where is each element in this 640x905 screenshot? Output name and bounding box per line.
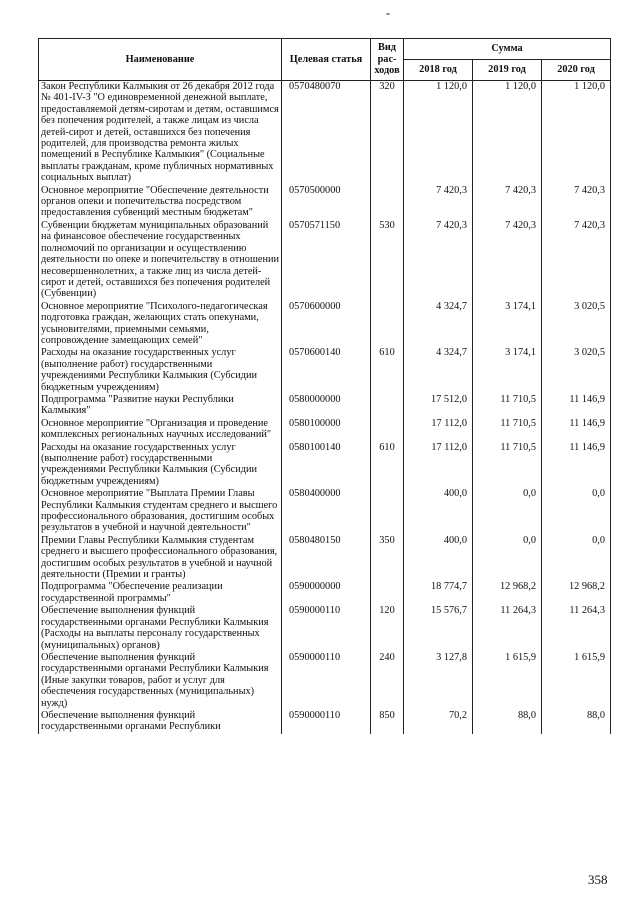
table-row [39, 185, 611, 220]
row-expense-type [371, 185, 404, 220]
row-sum-2018: 7 420,3 [404, 185, 473, 220]
row-sum-2020: 0,0 [542, 488, 611, 535]
row-sum-2019: 7 420,3 [473, 220, 542, 301]
table-row [39, 605, 611, 652]
row-sum-2018: 15 576,7 [404, 605, 473, 652]
row-target-code: 0580100000 [282, 418, 371, 442]
row-expense-type: 530 [371, 220, 404, 301]
row-sum-2019: 11 710,5 [473, 442, 542, 489]
table-row [39, 581, 611, 605]
page-number: 358 [588, 872, 608, 887]
row-name: Обеспечение выполнения функций государственными органами Республики Калмыкия (Расходы на выплаты персоналу государственных (муниципальных) органов) [39, 605, 282, 652]
top-mark: - [386, 6, 390, 20]
row-target-code: 0580480150 [282, 535, 371, 582]
row-expense-type: 610 [371, 442, 404, 489]
row-name: Основное мероприятие "Выплата Премии Главы Республики Калмыкия студентам среднего и высшего профессионального образования, достигшим особых результатов в учебной и научной деятельности" [39, 488, 282, 535]
row-sum-2020: 7 420,3 [542, 185, 611, 220]
row-expense-type: 610 [371, 347, 404, 394]
row-sum-2018: 1 120,0 [404, 81, 473, 185]
row-target-code: 0570571150 [282, 220, 371, 301]
row-sum-2018: 18 774,7 [404, 581, 473, 605]
row-sum-2020: 1 615,9 [542, 652, 611, 710]
row-name: Основное мероприятие "Обеспечение деятельности органов опеки и попечительства посредством предоставления субвенций местным бюджетам" [39, 185, 282, 220]
row-expense-type [371, 418, 404, 442]
row-sum-2019: 88,0 [473, 710, 542, 734]
row-name: Основное мероприятие "Организация и проведение комплексных региональных научных исследований" [39, 418, 282, 442]
header-vid: Вид рас-ходов [371, 39, 404, 81]
row-sum-2018: 17 112,0 [404, 418, 473, 442]
table-row [39, 442, 611, 489]
row-target-code: 0580100140 [282, 442, 371, 489]
row-sum-2019: 11 710,5 [473, 418, 542, 442]
row-target-code: 0590000000 [282, 581, 371, 605]
header-sum: Сумма [404, 39, 611, 60]
row-sum-2019: 3 174,1 [473, 347, 542, 394]
table-row [39, 488, 611, 535]
row-sum-2019: 1 120,0 [473, 81, 542, 185]
row-target-code: 0570500000 [282, 185, 371, 220]
row-sum-2019: 1 615,9 [473, 652, 542, 710]
row-sum-2019: 11 710,5 [473, 394, 542, 418]
row-sum-2019: 3 174,1 [473, 301, 542, 348]
row-sum-2020: 12 968,2 [542, 581, 611, 605]
row-target-code: 0570600000 [282, 301, 371, 348]
row-expense-type [371, 581, 404, 605]
row-name: Расходы на оказание государственных услуг (выполнение работ) государственными учреждениями Республики Калмыкия (Субсидии бюджетным учреждениям) [39, 442, 282, 489]
row-target-code: 0590000110 [282, 710, 371, 734]
row-sum-2018: 400,0 [404, 488, 473, 535]
table-row [39, 652, 611, 710]
row-target-code: 0580000000 [282, 394, 371, 418]
row-sum-2018: 4 324,7 [404, 347, 473, 394]
row-sum-2018: 4 324,7 [404, 301, 473, 348]
row-sum-2020: 7 420,3 [542, 220, 611, 301]
table-row [39, 347, 611, 394]
row-target-code: 0590000110 [282, 605, 371, 652]
row-expense-type [371, 301, 404, 348]
header-name: Наименование [39, 39, 282, 81]
row-target-code: 0580400000 [282, 488, 371, 535]
row-expense-type: 850 [371, 710, 404, 734]
row-name: Обеспечение выполнения функций государственными органами Республики Калмыкия (Иные закупки товаров, работ и услуг для обеспечения государственных (муниципальных) нужд) [39, 652, 282, 710]
table-row [39, 301, 611, 348]
row-target-code: 0570480070 [282, 81, 371, 185]
row-name: Обеспечение выполнения функций государственными органами Республики [39, 710, 282, 734]
header-target: Целевая статья [282, 39, 371, 81]
table-row [39, 710, 611, 734]
row-sum-2020: 1 120,0 [542, 81, 611, 185]
row-target-code: 0590000110 [282, 652, 371, 710]
header-2018: 2018 год [404, 60, 473, 81]
budget-table [38, 38, 611, 734]
row-name: Подпрограмма "Обеспечение реализации государственной программы" [39, 581, 282, 605]
row-sum-2020: 11 146,9 [542, 442, 611, 489]
row-sum-2019: 0,0 [473, 488, 542, 535]
row-sum-2018: 7 420,3 [404, 220, 473, 301]
table-row [39, 220, 611, 301]
row-sum-2020: 3 020,5 [542, 301, 611, 348]
row-sum-2020: 11 146,9 [542, 394, 611, 418]
row-name: Закон Республики Калмыкия от 26 декабря 2012 года № 401-IV-З "О единовременной денежной выплате, предоставляемой детям-сиротам и детям, оставшимся без попечения родителей, а также лицам из числа детей-сирот и детей, оставшихся без попечения родителей, для производства ремонта жилых помещений в Республике Калмыкия" (Социальные выплаты гражданам, кроме публичных нормативных социальных выплат) [39, 81, 282, 185]
table-row [39, 418, 611, 442]
row-expense-type: 240 [371, 652, 404, 710]
row-sum-2018: 17 112,0 [404, 442, 473, 489]
table-body [39, 81, 611, 734]
row-name: Основное мероприятие "Психолого-педагогическая подготовка граждан, желающих стать опекунами, усыновителями, приемными семьями, сопровождение замещающих семей" [39, 301, 282, 348]
row-sum-2019: 12 968,2 [473, 581, 542, 605]
row-name: Премии Главы Республики Калмыкия студентам среднего и высшего профессионального образования, достигшим особых результатов в учебной и научной деятельности (Премии и гранты) [39, 535, 282, 582]
row-sum-2020: 3 020,5 [542, 347, 611, 394]
row-sum-2020: 0,0 [542, 535, 611, 582]
row-expense-type: 120 [371, 605, 404, 652]
table-row [39, 535, 611, 582]
header-2020: 2020 год [542, 60, 611, 81]
row-sum-2018: 400,0 [404, 535, 473, 582]
row-name: Подпрограмма "Развитие науки Республики Калмыкия" [39, 394, 282, 418]
row-sum-2019: 11 264,3 [473, 605, 542, 652]
row-sum-2020: 88,0 [542, 710, 611, 734]
row-expense-type [371, 488, 404, 535]
row-expense-type: 320 [371, 81, 404, 185]
table-row [39, 81, 611, 185]
row-expense-type: 350 [371, 535, 404, 582]
row-name: Субвенции бюджетам муниципальных образований на финансовое обеспечение государственных полномочий по организации и осуществлению деятельности по опеке и попечительству в отношении несовершеннолетних, а также лиц из числа детей-сирот и детей, оставшихся без попечения родителей (Субвенции) [39, 220, 282, 301]
row-sum-2018: 70,2 [404, 710, 473, 734]
row-sum-2019: 0,0 [473, 535, 542, 582]
row-sum-2019: 7 420,3 [473, 185, 542, 220]
row-sum-2020: 11 264,3 [542, 605, 611, 652]
row-sum-2018: 3 127,8 [404, 652, 473, 710]
row-sum-2020: 11 146,9 [542, 418, 611, 442]
row-sum-2018: 17 512,0 [404, 394, 473, 418]
row-name: Расходы на оказание государственных услуг (выполнение работ) государственными учреждениями Республики Калмыкия (Субсидии бюджетным учреждениям) [39, 347, 282, 394]
header-2019: 2019 год [473, 60, 542, 81]
row-target-code: 0570600140 [282, 347, 371, 394]
row-expense-type [371, 394, 404, 418]
table-row [39, 394, 611, 418]
